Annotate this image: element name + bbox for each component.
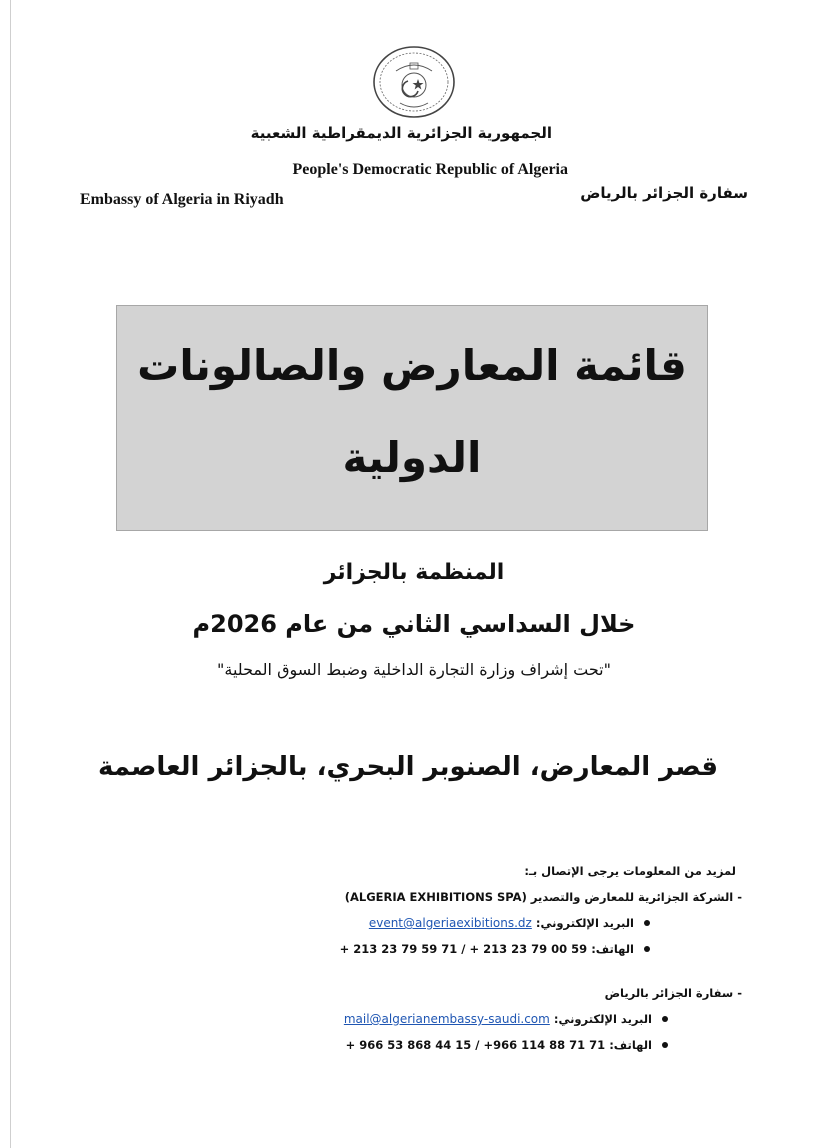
contact-intro: لمزيد من المعلومات يرجى الإتصال بـ: (524, 864, 736, 878)
page-edge (10, 0, 11, 1148)
embassy-phone-item (300, 1032, 752, 1058)
document-title-box (116, 305, 708, 531)
embassy-email-item (300, 1006, 752, 1032)
semester-year: خلال السداسي الثاني من عام 2026م (192, 610, 636, 638)
country-name-english: People's Democratic Republic of Algeria (292, 161, 568, 178)
contact-section (300, 858, 752, 1058)
organized-in-algeria: المنظمة بالجزائر (323, 560, 505, 585)
embassy-name-english: Embassy of Algeria in Riyadh (80, 191, 284, 208)
embassy-contact-heading: - سفارة الجزائر بالرياض (604, 986, 742, 1000)
embassy-email-label: البريد الإلكتروني: (553, 1012, 652, 1026)
company-email-link[interactable]: event@algeriaexibitions.dz (368, 916, 532, 930)
company-email-item (300, 910, 752, 936)
company-phone-number: + 213 23 79 59 71 / + 213 23 79 00 59 (339, 942, 588, 956)
document-title-line-2: الدولية (342, 433, 482, 482)
venue-location: قصر المعارض، الصنوبر البحري، بالجزائر العاصمة (98, 752, 718, 782)
document-title-line-1: قائمة المعارض والصالونات (137, 341, 687, 390)
country-name-arabic: الجمهورية الجزائرية الديمقراطية الشعبية (250, 124, 552, 142)
algeria-state-emblem-icon (372, 45, 456, 119)
embassy-email-link[interactable]: mail@algerianembassy-saudi.com (343, 1012, 550, 1026)
company-phone-item (300, 936, 752, 962)
company-email-label: البريد الإلكتروني: (535, 916, 634, 930)
embassy-name-arabic: سفارة الجزائر بالرياض (580, 184, 748, 202)
company-heading: - الشركة الجزائرية للمعارض والتصدير (ALGERIA EXHIBITIONS SPA) (344, 890, 742, 904)
company-phone-label: الهاتف: (591, 942, 634, 956)
embassy-phone-label: الهاتف: (609, 1038, 652, 1052)
ministry-supervision: "تحت إشراف وزارة التجارة الداخلية وضبط السوق المحلية" (217, 660, 611, 679)
embassy-phone-number: + 966 53 868 44 15 / +966 114 88 71 71 (345, 1038, 606, 1052)
